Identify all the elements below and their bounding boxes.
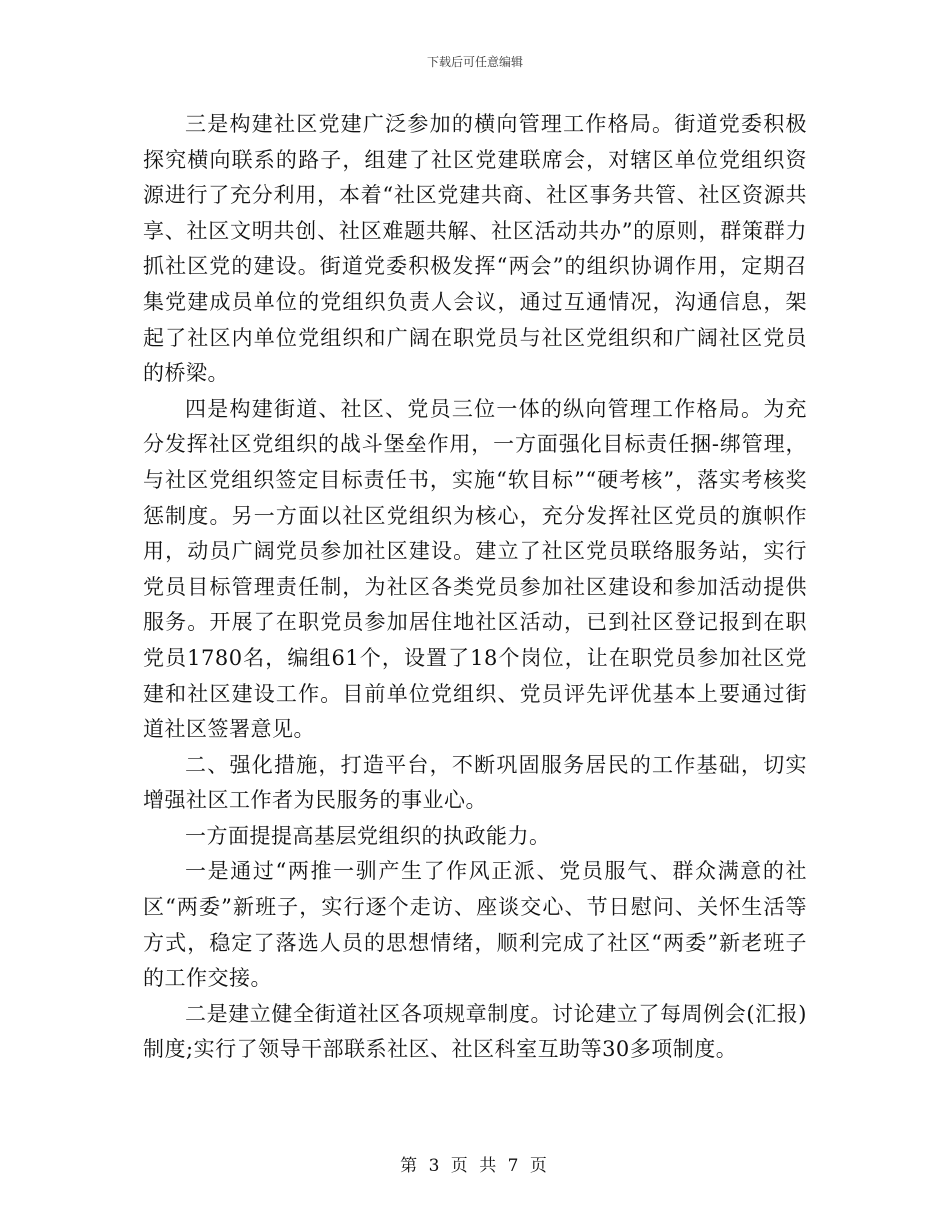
paragraph: 三是构建社区党建广泛参加的横向管理工作格局。街道党委积极探究横向联系的路子，组建了社区党建联席会，对辖区单位党组织资源进行了充分利用，本着“社区党建共商、社区事务共管、社区资源共享、社区文明共创、社区难题共解、社区活动共办”的原则，群策群力抓社区党的建设。街道党委积极发挥“两会”的组织协调作用，定期召集党建成员单位的党组织负责人会议，通过互通情况，沟通信息，架起了社区内单位党组织和广阔在职党员与社区党组织和广阔社区党员的桥梁。	[143, 112, 807, 386]
paragraph: 二是建立健全街道社区各项规章制度。讨论建立了每周例会(汇报)制度;实行了领导干部联系社区、社区科室互助等30多项制度。	[143, 1001, 807, 1062]
paragraph: 一方面提提高基层党组织的执政能力。	[185, 823, 551, 848]
section-heading: 二、强化措施，打造平台，不断巩固服务居民的工作基础，切实增强社区工作者为民服务的事业心。	[143, 752, 807, 813]
paragraph: 一是通过“两推一驯产生了作风正派、党员服气、群众满意的社区“两委”新班子，实行逐个走访、座谈交心、节日慰问、关怀生活等方式，稳定了落选人员的思想情绪，顺利完成了社区“两委”新老班子的工作交接。	[143, 859, 807, 991]
document-body	[143, 107, 807, 1068]
page-header: 下载后可任意编辑	[426, 55, 523, 69]
paragraph: 四是构建街道、社区、党员三位一体的纵向管理工作格局。为充分发挥社区党组织的战斗堡垒作用，一方面强化目标责任捆-绑管理，与社区党组织签定目标责任书，实施“软目标”“硬考核”，落实考核奖惩制度。另一方面以社区党组织为核心，充分发挥社区党员的旗帜作用，动员广阔党员参加社区建设。建立了社区党员联络服务站，实行党员目标管理责任制，为社区各类党员参加社区建设和参加活动提供服务。开展了在职党员参加居住地社区活动，已到社区登记报到在职党员1780名，编组61个，设置了18个岗位，让在职党员参加社区党建和社区建设工作。目前单位党组织、党员评先评优基本上要通过街道社区签署意见。	[143, 396, 807, 742]
page-footer: 第 3 页 共 7 页	[400, 1156, 550, 1176]
